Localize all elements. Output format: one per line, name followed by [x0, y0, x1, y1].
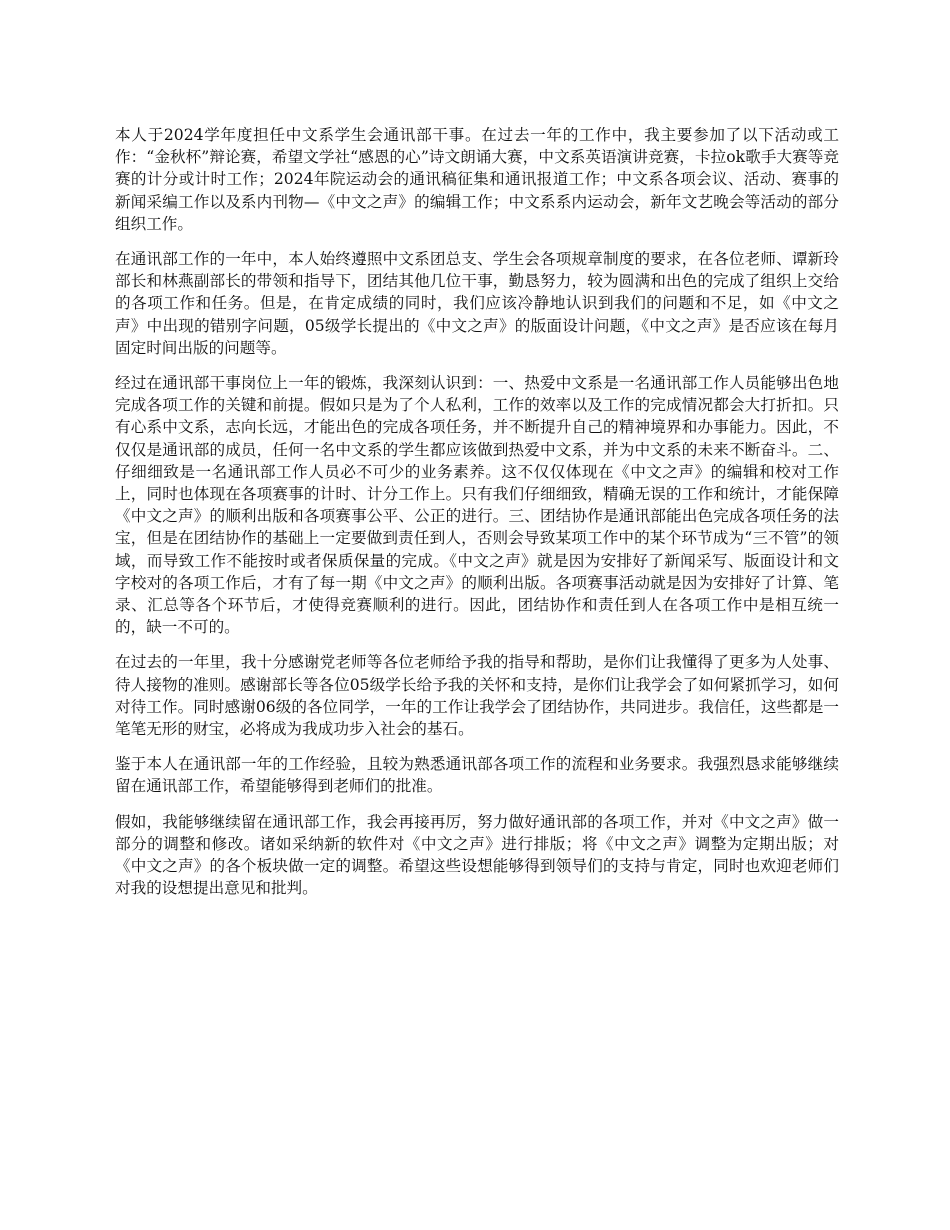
paragraph-6: 假如，我能够继续留在通讯部工作，我会再接再厉，努力做好通讯部的各项工作，并对《中文之声》做一部分的调整和修改。诸如采纳新的软件对《中文之声》进行排版；将《中文之声》调整为定期出版；对《中文之声》的各个板块做一定的调整。希望这些设想能够得到领导们的支持与肯定，同时也欢迎老师们对我的设想提出意见和批判。: [115, 812, 839, 898]
paragraph-3: 经过在通讯部干事岗位上一年的锻炼，我深刻认识到：一、热爱中文系是一名通讯部工作人员能够出色地完成各项工作的关键和前提。假如只是为了个人私利，工作的效率以及工作的完成情况都会大打折扣。只有心系中文系，志向长远，才能出色的完成各项任务，并不断提升自己的精神境界和办事能力。因此，不仅仅是通讯部的成员，任何一名中文系的学生都应该做到热爱中文系，并为中文系的未来不断奋斗。二、仔细细致是一名通讯部工作人员必不可少的业务素养。这不仅仅体现在《中文之声》的编辑和校对工作上，同时也体现在各项赛事的计时、计分工作上。只有我们仔细细致，精确无误的工作和统计，才能保障《中文之声》的顺利出版和各项赛事公平、公正的进行。三、团结协作是通讯部能出色完成各项任务的法宝，但是在团结协作的基础上一定要做到责任到人，否则会导致某项工作中的某个环节成为“三不管”的领域，而导致工作不能按时或者保质保量的完成。《中文之声》就是因为安排好了新闻采写、版面设计和文字校对的各项工作后，才有了每一期《中文之声》的顺利出版。各项赛事活动就是因为安排好了计算、笔录、汇总等各个环节后，才使得竞赛顺利的进行。因此，团结协作和责任到人在各项工作中是相互统一的，缺一不可的。: [115, 374, 839, 637]
paragraph-5: 鉴于本人在通讯部一年的工作经验，且较为熟悉通讯部各项工作的流程和业务要求。我强烈恳求能够继续留在通讯部工作，希望能够得到老师们的批准。: [115, 755, 839, 796]
paragraph-4: 在过去的一年里，我十分感谢党老师等各位老师给予我的指导和帮助，是你们让我懂得了更多为人处事、待人接物的准则。感谢部长等各位05级学长给予我的关怀和支持，是你们让我学会了如何紧抓学习，如何对待工作。同时感谢06级的各位同学，一年的工作让我学会了团结协作，共同进步。我信任，这些都是一笔笔无形的财宝，必将成为我成功步入社会的基石。: [115, 653, 839, 739]
document-body: [115, 124, 839, 913]
paragraph-2: 在通讯部工作的一年中，本人始终遵照中文系团总支、学生会各项规章制度的要求，在各位老师、谭新玲部长和林燕副部长的带领和指导下，团结其他几位干事，勤恳努力，较为圆满和出色的完成了组织上交给的各项工作和任务。但是，在肯定成绩的同时，我们应该冷静地认识到我们的问题和不足，如《中文之声》中出现的错别字问题，05级学长提出的《中文之声》的版面设计问题，《中文之声》是否应该在每月固定时间出版的问题等。: [115, 250, 839, 357]
paragraph-1: 本人于2024学年度担任中文系学生会通讯部干事。在过去一年的工作中，我主要参加了以下活动或工作：“金秋杯”辩论赛，希望文学社“感恩的心”诗文朗诵大赛，中文系英语演讲竞赛，卡拉ok歌手大赛等竞赛的计分或计时工作；2024年院运动会的通讯稿征集和通讯报道工作；中文系各项会议、活动、赛事的新闻采编工作以及系内刊物—《中文之声》的编辑工作；中文系系内运动会，新年文艺晚会等活动的部分组织工作。: [115, 126, 839, 233]
